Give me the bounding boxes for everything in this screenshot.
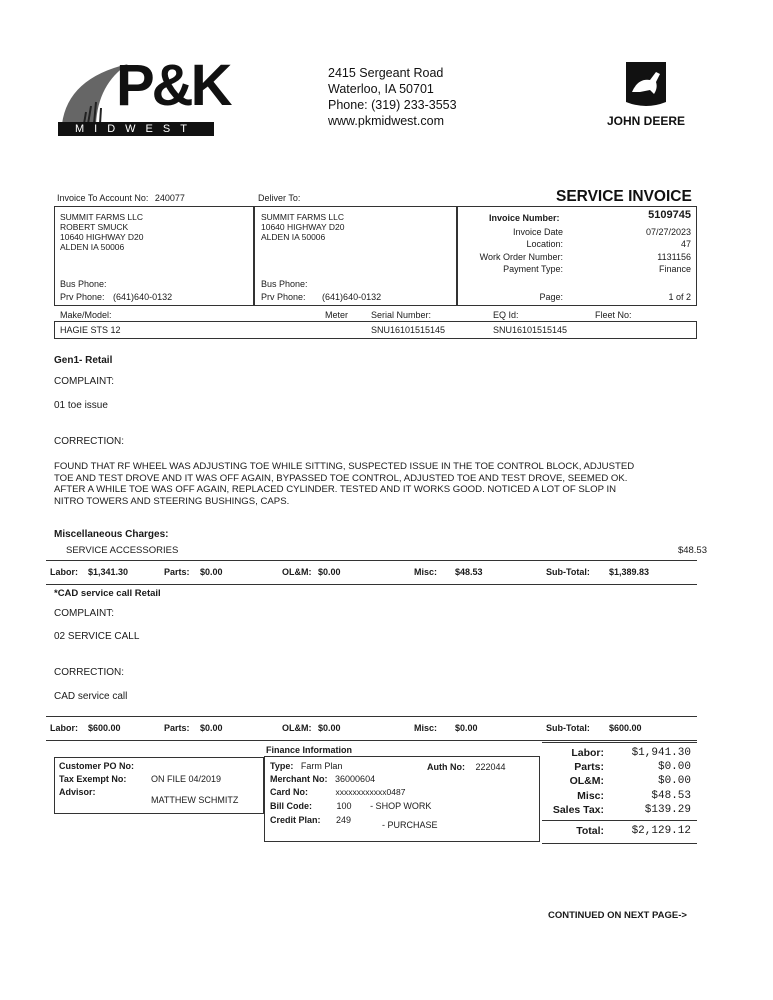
job-1-totals-row: [50, 567, 700, 579]
finance-auth: Auth No: 222044: [427, 762, 506, 772]
deliver-to-line: 10640 HIGHWAY D20: [261, 222, 345, 232]
job-2-title: *CAD service call Retail: [54, 588, 161, 599]
deliver-to-line: SUMMIT FARMS LLC: [261, 212, 344, 222]
misc-label: Misc:: [414, 567, 438, 577]
logo-text: P&K: [116, 53, 230, 118]
invoice-to-bus-phone-label: Bus Phone:: [60, 279, 107, 289]
work-order-label: Work Order Number:: [479, 252, 563, 262]
finance-title: Finance Information: [266, 745, 353, 755]
address-line-1: 2415 Sergeant Road: [328, 66, 444, 80]
grand-total-rule: [542, 820, 697, 821]
logo-subtitle: MIDWEST: [58, 122, 214, 136]
invoice-to-line: SUMMIT FARMS LLC: [60, 212, 143, 222]
location-label: Location:: [526, 239, 563, 249]
job-2-correction: CAD service call: [54, 691, 128, 702]
job-1-correction: [54, 461, 734, 507]
page-number: 1 of 2: [668, 292, 691, 302]
advisor-name: MATTHEW SCHMITZ: [151, 795, 239, 805]
olm-label: OL&M:: [282, 723, 312, 733]
finance-merchant: Merchant No: 36000604: [270, 774, 376, 784]
correction-line: TOE AND TEST DROVE AND IT WAS OFF AGAIN, BYPASSED TOE CONTROL, ADJUSTED TOE AND TEST DROVE, SEEMED OK.: [54, 472, 628, 484]
invoice-to-line: 10640 HIGHWAY D20: [60, 232, 144, 242]
grand-parts-label: Parts:: [574, 761, 604, 773]
customer-po-label: Customer PO No:: [59, 761, 135, 771]
grand-totals-top-rule: [542, 742, 697, 743]
deliver-to-label: Deliver To:: [258, 193, 301, 203]
misc-charges-title: Miscellaneous Charges:: [54, 529, 169, 540]
job-2-totals-top-rule: [46, 716, 697, 717]
grand-labor: $1,941.30: [631, 747, 691, 759]
john-deere-logo: [598, 58, 694, 132]
job-2-complaint-label: COMPLAINT:: [54, 608, 115, 619]
make-model: HAGIE STS 12: [60, 325, 121, 335]
olm-total: $0.00: [318, 567, 341, 577]
account-number: 240077: [154, 193, 185, 203]
grand-labor-label: Labor:: [571, 747, 604, 759]
page-label: Page:: [539, 292, 563, 302]
misc-total: $48.53: [455, 567, 483, 577]
finance-credit-desc: - PURCHASE: [382, 820, 438, 830]
grand-total: $2,129.12: [631, 825, 691, 837]
dealer-phone: Phone: (319) 233-3553: [328, 98, 457, 112]
grand-tax-label: Sales Tax:: [552, 804, 604, 816]
advisor-label: Advisor:: [59, 787, 96, 797]
deliver-to-address: [261, 212, 344, 242]
brand-name: JOHN DEERE: [606, 114, 686, 128]
deliver-to-bus-phone-label: Bus Phone:: [261, 279, 308, 289]
correction-line: FOUND THAT RF WHEEL WAS ADJUSTING TOE WHILE SITTING, SUSPECTED ISSUE IN THE TOE CONTROL BLOCK, ADJUSTED: [54, 461, 635, 472]
deliver-to-prv-phone: Prv Phone: (641)640-0132: [261, 292, 382, 302]
fleet-no-label: Fleet No:: [595, 310, 632, 320]
finance-card: Card No: xxxxxxxxxxxx0487: [270, 787, 406, 797]
job-1-complaint: 01 toe issue: [54, 400, 108, 411]
serial-number: SNU16101515145: [371, 325, 446, 335]
misc-label: Misc:: [414, 723, 438, 733]
grand-misc: $48.53: [651, 790, 691, 802]
misc-charge-amount: $48.53: [677, 545, 707, 556]
invoice-number-label: Invoice Number:: [489, 213, 560, 223]
tax-exempt-value: ON FILE 04/2019: [151, 774, 222, 784]
finance-credit-plan: Credit Plan: 249: [270, 815, 352, 825]
tax-exempt-label: Tax Exempt No:: [59, 774, 127, 784]
finance-bill-code: Bill Code: 100 - SHOP WORK: [270, 801, 432, 811]
work-order-number: 1131156: [657, 252, 691, 262]
labor-total: $1,341.30: [88, 567, 129, 577]
grand-totals-bottom-rule: [542, 843, 697, 844]
job-1-correction-label: CORRECTION:: [54, 436, 124, 447]
eq-id: SNU16101515145: [493, 325, 568, 335]
document-title: SERVICE INVOICE: [556, 188, 692, 205]
grand-tax: $139.29: [644, 804, 691, 816]
invoice-to-label: Invoice To Account No: 240077: [57, 193, 185, 203]
subtotal-label: Sub-Total:: [546, 723, 590, 733]
deliver-to-line: ALDEN IA 50006: [261, 232, 326, 242]
job-1-totals-top-rule: [46, 560, 697, 561]
labor-total: $600.00: [88, 723, 121, 733]
labor-label: Labor:: [50, 567, 78, 577]
invoice-to-prv-phone: Prv Phone: (641)640-0132: [60, 292, 173, 302]
job-2-totals-row: [50, 723, 700, 735]
grand-olm: $0.00: [657, 775, 691, 787]
grand-totals: [542, 745, 697, 845]
make-model-label: Make/Model:: [60, 310, 112, 320]
invoice-number: 5109745: [648, 209, 691, 221]
invoice-to-line: ROBERT SMUCK: [60, 222, 129, 232]
parts-label: Parts:: [164, 723, 190, 733]
address-line-2: Waterloo, IA 50701: [328, 82, 434, 96]
grand-olm-label: OL&M:: [569, 775, 604, 787]
dealer-address: [328, 65, 457, 129]
deer-icon: [598, 58, 694, 110]
location-value: 47: [680, 239, 691, 249]
job-2-correction-label: CORRECTION:: [54, 667, 124, 678]
invoice-date: 07/27/2023: [645, 227, 691, 237]
job-1-totals-bottom-rule: [46, 584, 697, 585]
continued-notice: CONTINUED ON NEXT PAGE->: [548, 910, 687, 921]
grand-parts: $0.00: [657, 761, 691, 773]
eq-id-label: EQ Id:: [493, 310, 519, 320]
parts-total: $0.00: [200, 723, 223, 733]
meter-label: Meter: [325, 310, 349, 320]
job-2-complaint: 02 SERVICE CALL: [54, 631, 140, 642]
subtotal-label: Sub-Total:: [546, 567, 590, 577]
invoice-to-address: [60, 212, 143, 252]
serial-number-label: Serial Number:: [371, 310, 432, 320]
pk-logo: [58, 53, 230, 138]
finance-type: Type: Farm Plan: [270, 761, 343, 771]
job-1-title: Gen1- Retail: [54, 355, 113, 366]
invoice-to-line: ALDEN IA 50006: [60, 242, 125, 252]
job-2-totals-bottom-rule: [46, 740, 697, 741]
parts-total: $0.00: [200, 567, 223, 577]
olm-total: $0.00: [318, 723, 341, 733]
misc-charge-item: SERVICE ACCESSORIES: [66, 545, 179, 556]
misc-total: $0.00: [455, 723, 478, 733]
grand-misc-label: Misc:: [577, 790, 604, 802]
job-1-complaint-label: COMPLAINT:: [54, 376, 115, 387]
correction-line: AFTER A WHILE TOE WAS OFF AGAIN, REPLACED CYLINDER. TESTED AND IT WORKS GOOD. NOTICED A LOT OF SLOP IN: [54, 484, 617, 495]
parts-label: Parts:: [164, 567, 190, 577]
grand-total-label: Total:: [576, 825, 604, 837]
olm-label: OL&M:: [282, 567, 312, 577]
subtotal: $1,389.83: [609, 567, 650, 577]
dealer-website: www.pkmidwest.com: [328, 114, 444, 128]
subtotal: $600.00: [609, 723, 642, 733]
invoice-date-label: Invoice Date: [512, 227, 563, 237]
payment-type: Finance: [658, 264, 691, 274]
payment-type-label: Payment Type:: [503, 264, 563, 274]
correction-line: NITRO TOWERS AND STEERING BUSHINGS, CAPS.: [54, 495, 290, 507]
labor-label: Labor:: [50, 723, 78, 733]
